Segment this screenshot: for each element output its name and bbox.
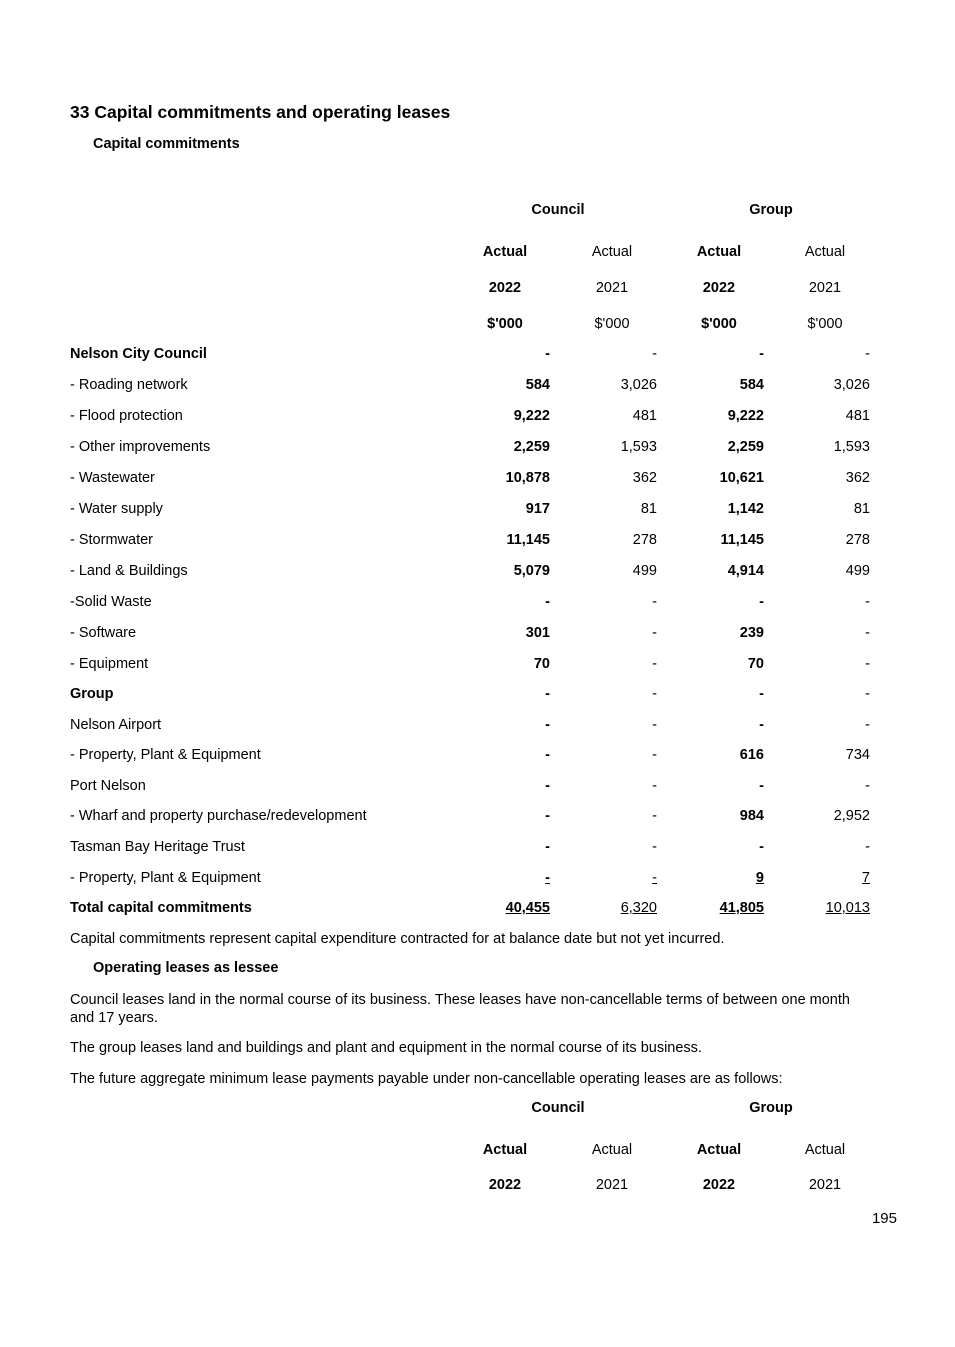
col-header-year: 2022 (488, 280, 522, 296)
cell-council-2022: 301 (525, 625, 550, 641)
total-row (0, 900, 955, 920)
col-header-year: 2022 (488, 1177, 522, 1193)
row-label: - Wharf and property purchase/redevelopment (70, 808, 367, 824)
cell-council-2021: - (652, 839, 657, 855)
table-row (0, 501, 955, 521)
col-header-year: 2021 (595, 280, 629, 296)
cell-group-2022: - (759, 686, 764, 702)
cell-group-2022: 4,914 (727, 563, 764, 579)
cell-council-2022: - (545, 346, 550, 362)
table-row (0, 532, 955, 552)
cell-group-2021: 2,952 (833, 808, 870, 824)
row-label: - Property, Plant & Equipment (70, 870, 261, 886)
col-header-year: 2021 (808, 280, 842, 296)
cell-council-2022: - (545, 686, 550, 702)
cell-group-2022: 584 (739, 377, 764, 393)
col-header-actual: Actual (696, 244, 742, 260)
council-group-header: Council (531, 1100, 585, 1116)
row-label: Port Nelson (70, 778, 146, 794)
cell-council-2021: 81 (640, 501, 657, 517)
cell-group-2022: 70 (747, 656, 764, 672)
col-header-year: 2021 (808, 1177, 842, 1193)
table-row (0, 839, 955, 859)
cell-group-2022: - (759, 594, 764, 610)
cell-group-2021: - (865, 346, 870, 362)
cell-council-2021: - (652, 594, 657, 610)
cell-council-2022: 9,222 (513, 408, 550, 424)
row-label: - Software (70, 625, 137, 641)
cell-council-2022: 40,455 (505, 900, 550, 916)
table-row (0, 625, 955, 645)
table-row (0, 686, 955, 706)
cell-council-2022: 11,145 (506, 532, 550, 548)
col-header-year: 2021 (595, 1177, 629, 1193)
row-label: - Stormwater (70, 532, 153, 548)
row-label: - Wastewater (70, 470, 155, 486)
cell-council-2022: - (545, 808, 550, 824)
cell-council-2022: - (545, 870, 550, 886)
cell-council-2021: 1,593 (620, 439, 657, 455)
table-row (0, 439, 955, 459)
col-header-year: 2022 (702, 280, 736, 296)
cell-group-2022: 11,145 (720, 532, 764, 548)
cell-group-2021: - (865, 625, 870, 641)
cell-council-2021: - (652, 747, 657, 763)
cell-group-2021: 3,026 (833, 377, 870, 393)
cell-group-2021: 362 (845, 470, 870, 486)
cell-council-2021: 6,320 (620, 900, 657, 916)
cell-group-2021: 10,013 (825, 900, 870, 916)
cell-group-2021: 278 (845, 532, 870, 548)
page-number: 195 (871, 1210, 897, 1227)
group-group-header: Group (749, 1100, 793, 1116)
cell-group-2021: - (865, 839, 870, 855)
col-header-unit: $'000 (487, 316, 523, 332)
row-label: Nelson Airport (70, 717, 162, 733)
table-row (0, 808, 955, 828)
cell-group-2021: 734 (845, 747, 870, 763)
table-row (0, 470, 955, 490)
leases-paragraph-1: Council leases land in the normal course of its business. These leases have non-cancellable terms of between one month and 17 years. (70, 992, 850, 1026)
cell-council-2022: - (545, 717, 550, 733)
group-group-header: Group (749, 202, 793, 218)
row-label: Group (70, 686, 114, 702)
table-row (0, 346, 955, 366)
row-label: Tasman Bay Heritage Trust (70, 839, 245, 855)
cell-council-2021: - (652, 808, 657, 824)
cell-group-2021: 499 (845, 563, 870, 579)
table-row (0, 377, 955, 397)
row-label: - Flood protection (70, 408, 183, 424)
row-label: - Roading network (70, 377, 188, 393)
cell-group-2022: - (759, 778, 764, 794)
leases-paragraph-2: The group leases land and buildings and plant and equipment in the normal course of its business. (70, 1040, 702, 1056)
cell-council-2021: - (652, 346, 657, 362)
col-header-actual: Actual (482, 244, 528, 260)
capital-commitments-subheading: Capital commitments (93, 136, 240, 152)
council-group-header: Council (531, 202, 585, 218)
capital-note: Capital commitments represent capital expenditure contracted for at balance date but not yet incurred. (70, 931, 725, 947)
cell-council-2022: 917 (525, 501, 550, 517)
cell-group-2021: - (865, 717, 870, 733)
row-label: - Water supply (70, 501, 163, 517)
row-label: - Equipment (70, 656, 149, 672)
cell-group-2021: 81 (853, 501, 870, 517)
cell-group-2021: - (865, 594, 870, 610)
cell-group-2021: 1,593 (833, 439, 870, 455)
col-header-unit: $'000 (594, 316, 630, 332)
cell-council-2021: - (652, 656, 657, 672)
cell-council-2022: - (545, 594, 550, 610)
operating-leases-subheading: Operating leases as lessee (93, 960, 279, 976)
table-row (0, 408, 955, 428)
table-row (0, 747, 955, 767)
cell-group-2022: 1,142 (727, 501, 764, 517)
row-label: Total capital commitments (70, 900, 252, 916)
col-header-unit: $'000 (701, 316, 737, 332)
row-label: Nelson City Council (70, 346, 207, 362)
cell-council-2021: - (652, 778, 657, 794)
cell-council-2022: 70 (533, 656, 550, 672)
cell-council-2021: - (652, 717, 657, 733)
cell-group-2022: - (759, 717, 764, 733)
col-header-actual: Actual (804, 244, 846, 260)
row-label: - Property, Plant & Equipment (70, 747, 261, 763)
table-row (0, 870, 955, 890)
cell-council-2022: - (545, 778, 550, 794)
cell-council-2022: 5,079 (513, 563, 550, 579)
cell-group-2022: 41,805 (719, 900, 764, 916)
cell-group-2021: - (865, 778, 870, 794)
cell-council-2022: - (545, 839, 550, 855)
col-header-actual: Actual (482, 1142, 528, 1158)
row-label: - Land & Buildings (70, 563, 188, 579)
col-header-year: 2022 (702, 1177, 736, 1193)
cell-council-2021: 499 (632, 563, 657, 579)
table-row (0, 594, 955, 614)
cell-group-2022: 9,222 (727, 408, 764, 424)
cell-group-2022: 984 (739, 808, 764, 824)
cell-group-2022: 10,621 (719, 470, 764, 486)
cell-council-2021: 3,026 (620, 377, 657, 393)
cell-group-2022: 616 (739, 747, 764, 763)
cell-group-2021: - (865, 656, 870, 672)
cell-group-2022: 9 (755, 870, 764, 886)
cell-council-2021: 362 (632, 470, 657, 486)
col-header-actual: Actual (591, 244, 633, 260)
cell-group-2022: - (759, 839, 764, 855)
table-row (0, 656, 955, 676)
leases-paragraph-3: The future aggregate minimum lease payments payable under non-cancellable operating leases are as follows: (70, 1071, 783, 1087)
col-header-actual: Actual (804, 1142, 846, 1158)
section-heading: 33 Capital commitments and operating leases (70, 102, 451, 122)
cell-group-2022: - (759, 346, 764, 362)
cell-group-2021: 481 (845, 408, 870, 424)
table-row (0, 717, 955, 737)
row-label: -Solid Waste (70, 594, 152, 610)
cell-council-2021: - (652, 870, 657, 886)
row-label: - Other improvements (70, 439, 211, 455)
cell-council-2021: 481 (632, 408, 657, 424)
cell-council-2022: 584 (525, 377, 550, 393)
cell-group-2021: - (865, 686, 870, 702)
cell-council-2021: 278 (632, 532, 657, 548)
col-header-actual: Actual (696, 1142, 742, 1158)
cell-council-2022: - (545, 747, 550, 763)
cell-group-2022: 239 (739, 625, 764, 641)
table-row (0, 563, 955, 583)
col-header-unit: $'000 (807, 316, 843, 332)
cell-group-2021: 7 (861, 870, 870, 886)
cell-council-2022: 10,878 (505, 470, 550, 486)
cell-council-2022: 2,259 (513, 439, 550, 455)
table-row (0, 778, 955, 798)
cell-group-2022: 2,259 (727, 439, 764, 455)
cell-council-2021: - (652, 686, 657, 702)
cell-council-2021: - (652, 625, 657, 641)
col-header-actual: Actual (591, 1142, 633, 1158)
